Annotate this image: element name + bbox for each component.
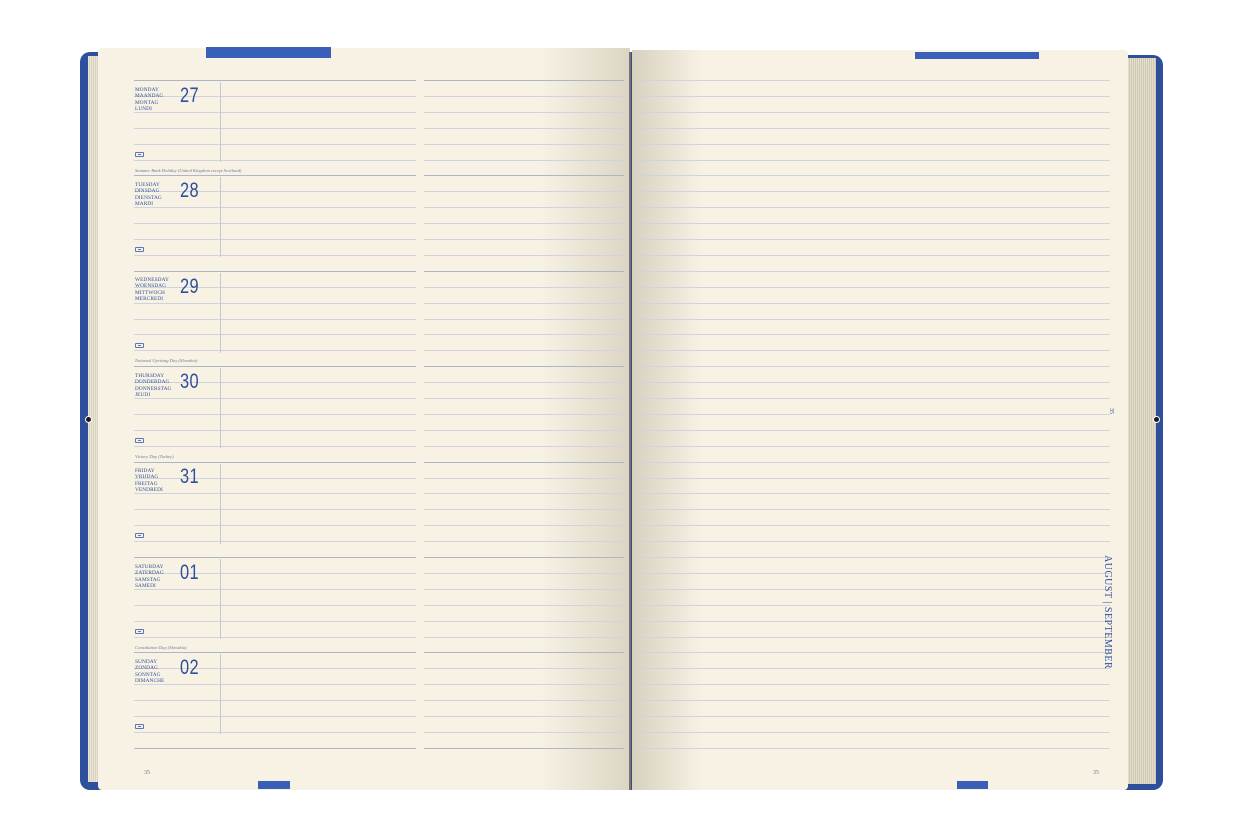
ruled-line xyxy=(134,239,416,240)
day-name-nl: MAANDAG xyxy=(135,93,164,100)
ruled-line xyxy=(424,398,624,399)
ruled-line xyxy=(424,319,624,320)
bottom-left-tab xyxy=(258,781,290,789)
ruled-line xyxy=(134,175,416,176)
day-name-en: FRIDAY xyxy=(135,468,155,474)
ruled-line xyxy=(636,414,1110,415)
ruled-line xyxy=(636,223,1110,224)
ruled-line xyxy=(424,573,624,574)
ruled-line xyxy=(134,573,416,574)
ruled-line xyxy=(424,525,624,526)
ruled-line xyxy=(134,207,416,208)
right-page xyxy=(632,50,1128,790)
ruled-line xyxy=(424,430,624,431)
ruled-line xyxy=(424,80,624,81)
day-names xyxy=(135,659,164,684)
ruled-line xyxy=(424,700,624,701)
ruled-line xyxy=(636,239,1110,240)
ruled-line xyxy=(134,446,416,447)
holiday-note: Constitution Day (Slovakia) xyxy=(135,645,187,650)
gutter-shade xyxy=(632,50,702,790)
day-name-de: DONNERSTAG xyxy=(135,385,172,392)
day-number: 29 xyxy=(180,275,200,298)
ruled-line xyxy=(424,207,624,208)
ruled-line xyxy=(636,382,1110,383)
day-number: 28 xyxy=(180,179,200,202)
ruled-line xyxy=(424,160,624,161)
ruled-line xyxy=(134,541,416,542)
ruled-line xyxy=(636,478,1110,479)
ruled-line xyxy=(134,191,416,192)
day-name-nl: VRIJDAG xyxy=(135,474,159,481)
ruled-line xyxy=(134,398,416,399)
day-name-fr: MERCREDI xyxy=(135,295,164,302)
ruled-line xyxy=(134,96,416,97)
ruled-line xyxy=(424,128,624,129)
day-name-nl: DINSDAG xyxy=(135,188,160,195)
ruled-line xyxy=(134,509,416,510)
ruled-line xyxy=(636,112,1110,113)
ruled-line xyxy=(134,525,416,526)
day-number: 31 xyxy=(180,465,200,488)
ruled-line xyxy=(134,255,416,256)
ruled-line xyxy=(636,303,1110,304)
ruled-line xyxy=(424,303,624,304)
ruled-line xyxy=(424,271,624,272)
ruled-line xyxy=(636,366,1110,367)
ruled-line xyxy=(424,350,624,351)
day-number: 30 xyxy=(180,370,200,393)
day-names xyxy=(135,468,163,493)
ruled-line xyxy=(424,668,624,669)
ruled-line xyxy=(424,716,624,717)
holiday-note: National Uprising Day (Slovakia) xyxy=(135,358,198,363)
ruled-line xyxy=(636,462,1110,463)
ruled-line xyxy=(134,334,416,335)
day-name-de: MONTAG xyxy=(135,99,159,106)
ruled-line xyxy=(424,684,624,685)
ruled-line xyxy=(424,191,624,192)
column-divider xyxy=(220,654,221,734)
ruled-line xyxy=(636,96,1110,97)
ruled-line xyxy=(424,287,624,288)
ruled-line xyxy=(134,716,416,717)
ruled-line xyxy=(636,144,1110,145)
ruled-line xyxy=(636,621,1110,622)
ruled-line xyxy=(134,478,416,479)
day-name-fr: LUNDI xyxy=(135,105,152,112)
ruled-line xyxy=(134,748,416,749)
ruled-line xyxy=(424,366,624,367)
day-name-en: SATURDAY xyxy=(135,564,164,570)
day-name-de: FREITAG xyxy=(135,480,158,487)
ruled-line xyxy=(134,80,416,81)
ruled-line xyxy=(636,605,1110,606)
ruled-line xyxy=(636,287,1110,288)
ruled-line xyxy=(134,652,416,653)
day-name-de: MITTWOCH xyxy=(135,289,165,296)
ruled-line xyxy=(424,96,624,97)
ruled-line xyxy=(636,700,1110,701)
column-divider xyxy=(220,559,221,639)
ruled-line xyxy=(636,716,1110,717)
day-number: 01 xyxy=(180,561,200,584)
day-names xyxy=(135,87,163,112)
day-name-de: SONNTAG xyxy=(135,671,161,678)
ruled-line xyxy=(636,255,1110,256)
ruled-line xyxy=(134,430,416,431)
ruled-line xyxy=(424,541,624,542)
ruled-line xyxy=(636,80,1110,81)
column-divider xyxy=(220,464,221,544)
day-name-en: THURSDAY xyxy=(135,373,165,379)
notes-icon xyxy=(135,724,144,729)
ruled-line xyxy=(636,525,1110,526)
day-name-de: DIENSTAG xyxy=(135,194,162,201)
column-divider xyxy=(220,82,221,162)
ruled-line xyxy=(424,446,624,447)
day-name-en: WEDNESDAY xyxy=(135,277,169,283)
ruled-line xyxy=(424,589,624,590)
day-name-nl: DONDERDAG xyxy=(135,379,170,386)
page-number-left: 35 xyxy=(144,770,150,776)
notes-icon xyxy=(135,438,144,443)
ruled-line xyxy=(424,652,624,653)
day-name-nl: ZONDAG xyxy=(135,665,158,672)
day-number: 02 xyxy=(180,656,200,679)
ruled-line xyxy=(636,319,1110,320)
day-names xyxy=(135,564,164,589)
ruled-line xyxy=(424,112,624,113)
ruled-line xyxy=(636,652,1110,653)
ruled-line xyxy=(636,334,1110,335)
ruled-line xyxy=(134,493,416,494)
page-number-right: 35 xyxy=(1093,770,1099,776)
ruled-line xyxy=(134,732,416,733)
ruled-line xyxy=(424,605,624,606)
day-names xyxy=(135,182,162,207)
ruled-line xyxy=(424,493,624,494)
ruled-line xyxy=(134,637,416,638)
ruled-line xyxy=(424,255,624,256)
ruled-line xyxy=(134,271,416,272)
elastic-band-right-icon xyxy=(1153,416,1160,423)
ruled-line xyxy=(636,589,1110,590)
ruled-line xyxy=(636,541,1110,542)
ruled-line xyxy=(134,112,416,113)
ruled-line xyxy=(636,350,1110,351)
ruled-line xyxy=(636,509,1110,510)
ruled-line xyxy=(134,319,416,320)
day-name-fr: DIMANCHE xyxy=(135,677,165,684)
notes-icon xyxy=(135,247,144,252)
ruled-line xyxy=(424,557,624,558)
ruled-line xyxy=(134,303,416,304)
ruled-line xyxy=(636,684,1110,685)
ruled-line xyxy=(134,160,416,161)
day-number: 27 xyxy=(180,84,200,107)
column-divider xyxy=(220,273,221,353)
day-name-en: MONDAY xyxy=(135,87,159,93)
ruled-line xyxy=(134,684,416,685)
ruled-line xyxy=(636,191,1110,192)
ruled-line xyxy=(636,207,1110,208)
ruled-line xyxy=(636,160,1110,161)
ruled-line xyxy=(134,668,416,669)
ruled-line xyxy=(134,462,416,463)
ruled-line xyxy=(636,271,1110,272)
spine xyxy=(629,52,631,790)
day-name-fr: VENDREDI xyxy=(135,486,163,493)
ruled-line xyxy=(636,430,1110,431)
ruled-line xyxy=(134,287,416,288)
day-name-fr: MARDI xyxy=(135,200,154,207)
ruled-line xyxy=(134,144,416,145)
holiday-note: Summer Bank Holiday (United Kingdom except Scotland) xyxy=(135,168,242,173)
ruled-line xyxy=(636,732,1110,733)
day-name-en: TUESDAY xyxy=(135,182,160,188)
ruled-line xyxy=(636,446,1110,447)
ruled-line xyxy=(636,493,1110,494)
month-label: AUGUST | SEPTEMBER xyxy=(1102,555,1113,670)
day-name-fr: SAMEDI xyxy=(135,582,156,589)
notes-icon xyxy=(135,152,144,157)
notes-icon xyxy=(135,533,144,538)
top-left-tab xyxy=(206,47,331,58)
ruled-line xyxy=(134,589,416,590)
ruled-line xyxy=(134,350,416,351)
day-name-fr: JEUDI xyxy=(135,391,151,398)
ruled-line xyxy=(424,462,624,463)
ruled-line xyxy=(134,382,416,383)
ruled-line xyxy=(134,223,416,224)
notes-icon xyxy=(135,629,144,634)
ruled-line xyxy=(134,605,416,606)
ruled-line xyxy=(424,175,624,176)
top-right-tab xyxy=(915,52,1039,59)
day-name-nl: ZATERDAG xyxy=(135,570,164,577)
ruled-line xyxy=(424,478,624,479)
ruled-line xyxy=(424,509,624,510)
ruled-line xyxy=(134,621,416,622)
ruled-line xyxy=(134,414,416,415)
day-names xyxy=(135,373,171,398)
ruled-line xyxy=(636,398,1110,399)
ruled-line xyxy=(424,637,624,638)
ruled-line xyxy=(134,128,416,129)
ruled-line xyxy=(636,668,1110,669)
ruled-line xyxy=(424,239,624,240)
week-number: 35 xyxy=(1108,408,1114,414)
ruled-line xyxy=(636,175,1110,176)
bottom-right-tab xyxy=(957,781,988,789)
ruled-line xyxy=(424,414,624,415)
holiday-note: Victory Day (Turkey) xyxy=(135,454,174,459)
ruled-line xyxy=(424,732,624,733)
ruled-line xyxy=(134,700,416,701)
column-divider xyxy=(220,368,221,448)
day-name-nl: WOENSDAG xyxy=(135,283,167,290)
ruled-line xyxy=(636,128,1110,129)
ruled-line xyxy=(424,748,624,749)
day-names xyxy=(135,277,169,302)
notes-icon xyxy=(135,343,144,348)
ruled-line xyxy=(636,748,1110,749)
ruled-line xyxy=(636,637,1110,638)
ruled-line xyxy=(134,366,416,367)
ruled-line xyxy=(424,144,624,145)
ruled-line xyxy=(424,621,624,622)
day-name-de: SAMSTAG xyxy=(135,576,161,583)
ruled-line xyxy=(636,573,1110,574)
column-divider xyxy=(220,177,221,257)
ruled-line xyxy=(424,382,624,383)
ruled-line xyxy=(424,334,624,335)
day-name-en: SUNDAY xyxy=(135,659,158,665)
ruled-line xyxy=(134,557,416,558)
ruled-line xyxy=(424,223,624,224)
elastic-band-left-icon xyxy=(85,416,92,423)
ruled-line xyxy=(636,557,1110,558)
